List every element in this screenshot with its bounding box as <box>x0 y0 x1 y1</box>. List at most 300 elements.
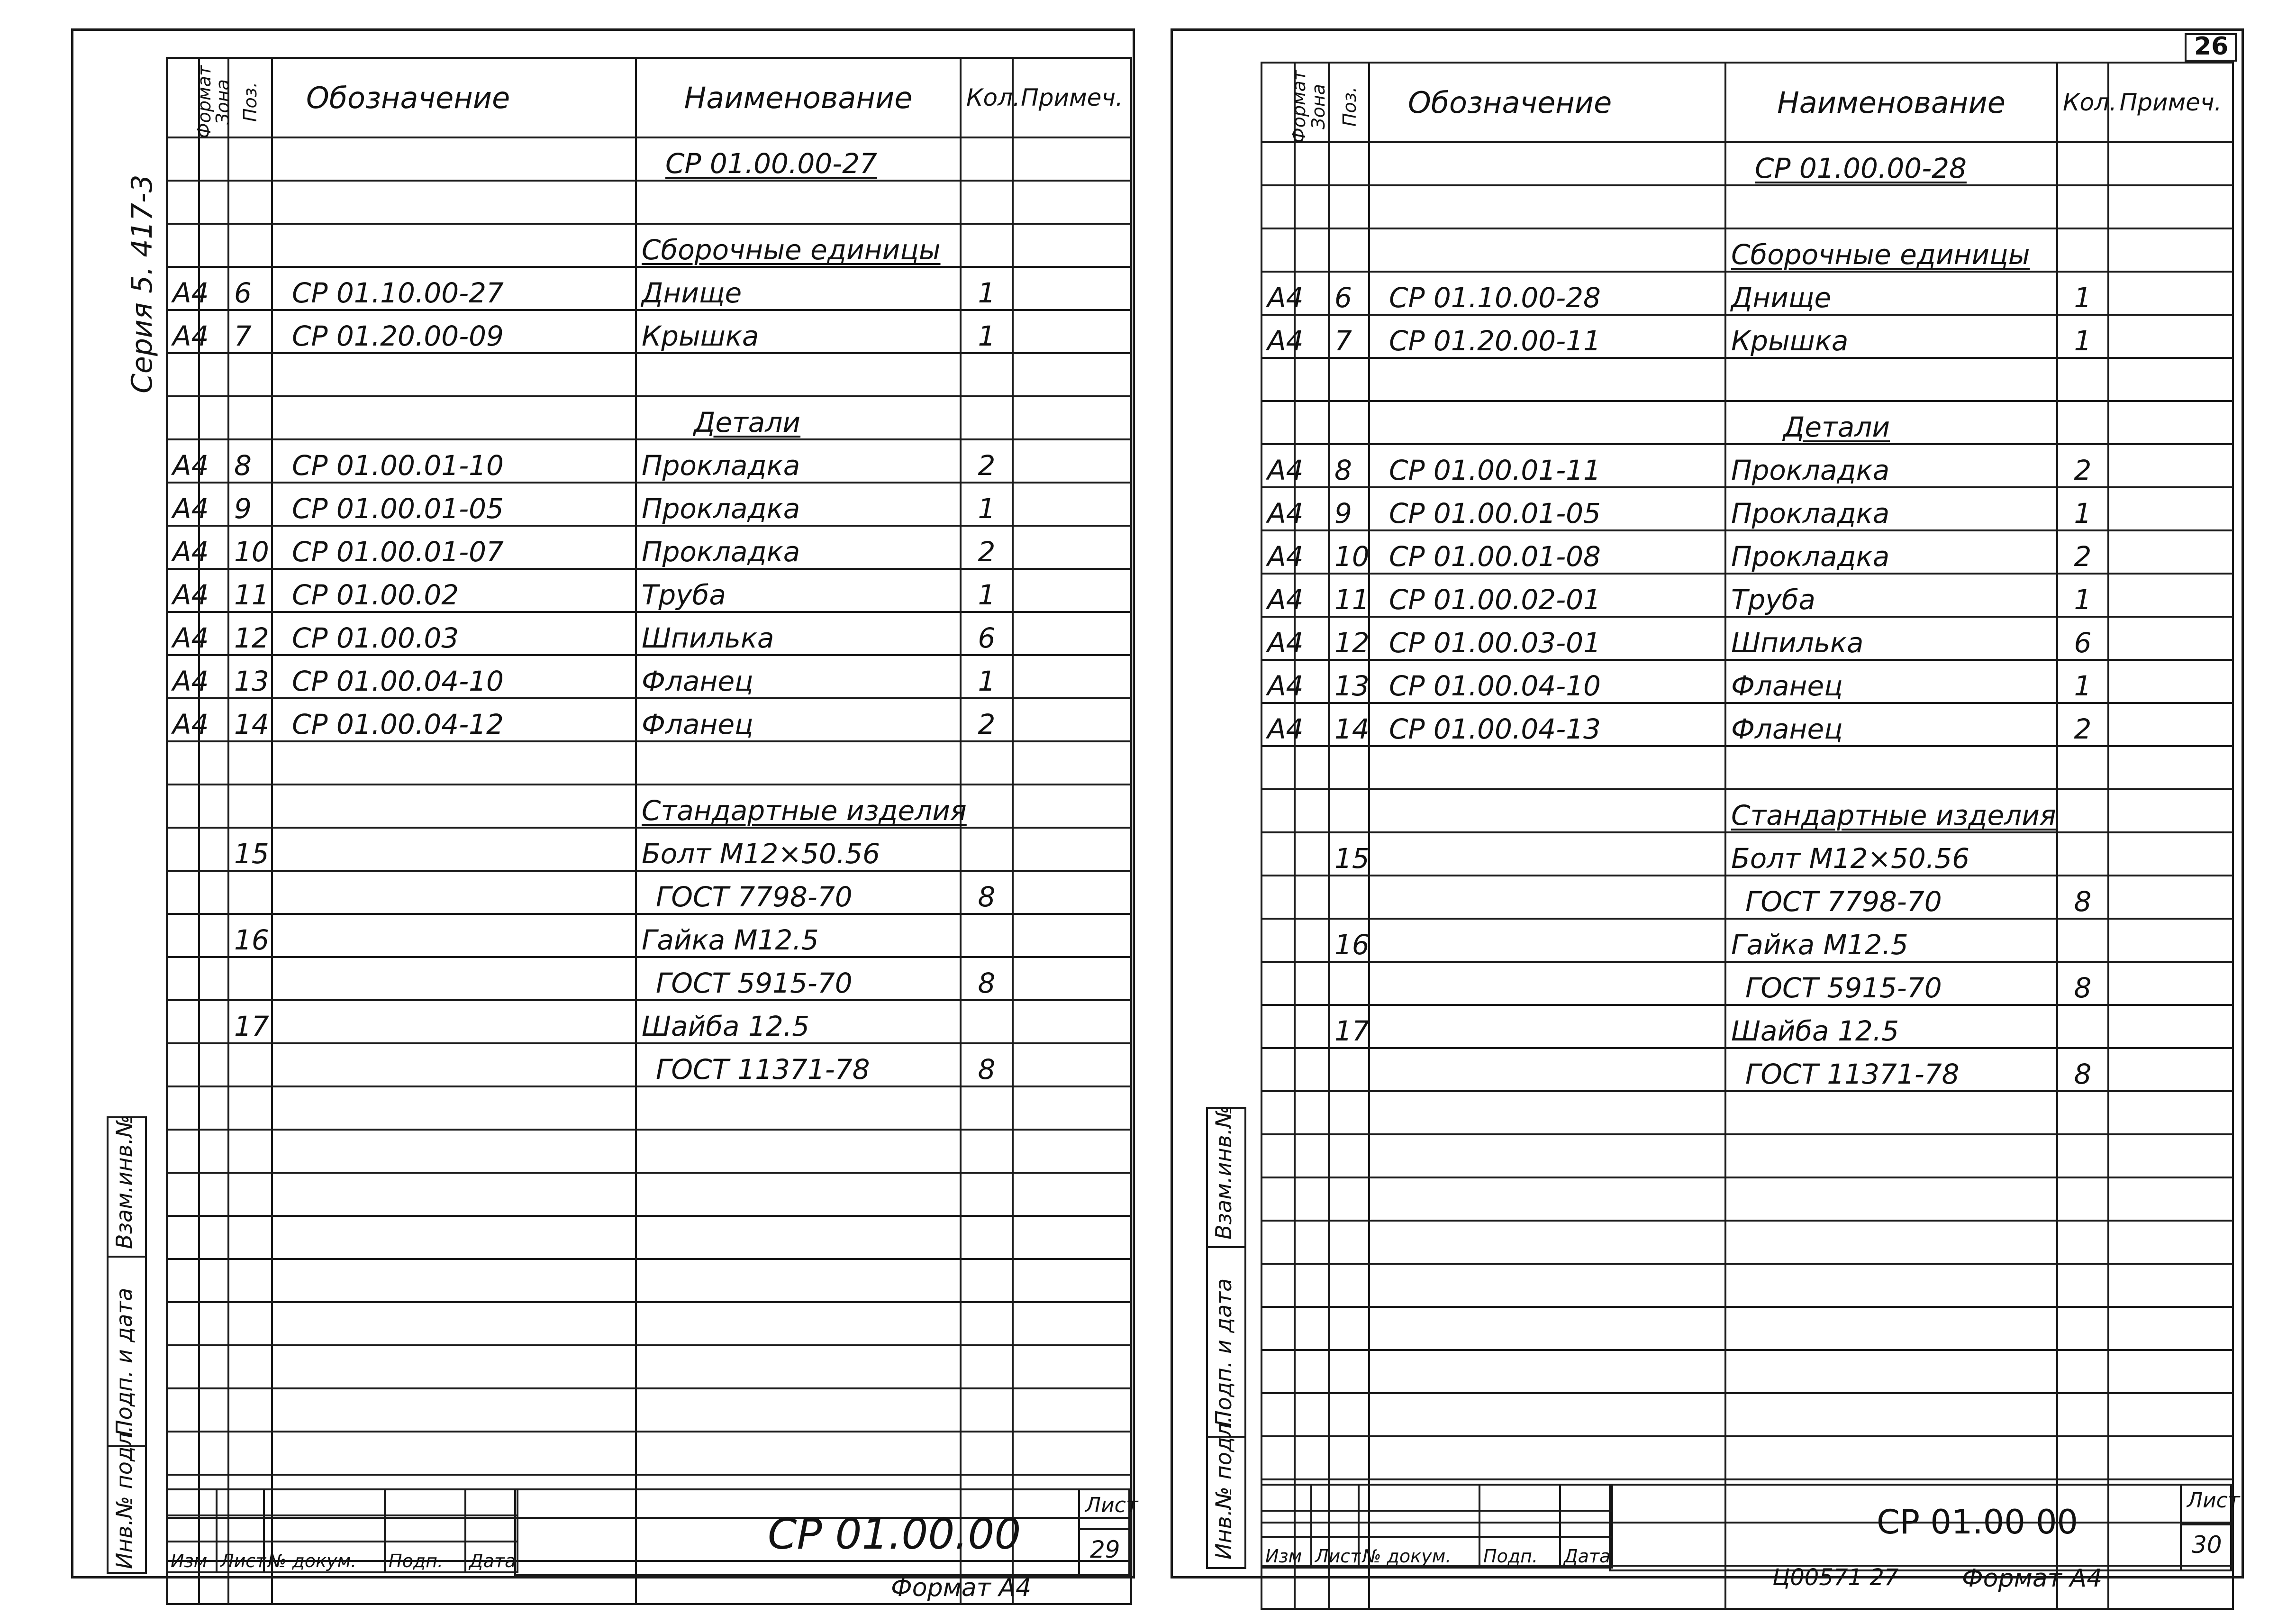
pos-cell <box>228 785 272 828</box>
left-format-label: Формат А4 <box>891 1574 1032 1602</box>
pos-cell <box>1329 1091 1369 1134</box>
designation-cell: СР 01.00.01-05 <box>1369 487 1725 530</box>
name-cell: Труба <box>1725 574 2057 617</box>
qty-cell: 1 <box>2057 272 2108 315</box>
note-cell <box>1013 1043 1131 1086</box>
name-cell <box>1725 1264 2057 1307</box>
name-cell <box>636 1216 961 1259</box>
pos-cell: 11 <box>228 569 272 612</box>
format-cell <box>1261 1005 1295 1048</box>
spec-row <box>1261 703 2233 746</box>
name-cell <box>636 1086 961 1130</box>
zone-cell <box>199 1216 228 1259</box>
qty-cell <box>961 353 1013 396</box>
left-sheet-number: 29 <box>1090 1536 1120 1563</box>
spec-row <box>1261 315 2233 358</box>
format-cell: А4 <box>1261 272 1295 315</box>
pos-cell <box>228 1259 272 1302</box>
pos-cell <box>228 1130 272 1173</box>
format-cell: А4 <box>1261 444 1295 487</box>
pos-cell <box>228 353 272 396</box>
name-cell: Прокладка <box>636 526 961 569</box>
note-cell <box>1013 569 1131 612</box>
pos-cell: 14 <box>1329 703 1369 746</box>
note-cell <box>2108 1436 2233 1479</box>
format-cell <box>1261 1134 1295 1177</box>
pos-cell: 11 <box>1329 574 1369 617</box>
spec-row <box>1261 789 2233 832</box>
zone-cell <box>1295 789 1329 832</box>
spec-row <box>167 698 1131 741</box>
format-cell <box>1261 1221 1295 1264</box>
designation-cell <box>272 1086 636 1130</box>
name-cell <box>1725 1091 2057 1134</box>
format-cell <box>1261 962 1295 1005</box>
name-cell <box>636 1388 961 1432</box>
header-pos: Поз. <box>239 82 261 122</box>
designation-cell <box>272 1388 636 1432</box>
name-cell: Детали <box>1725 401 2057 444</box>
note-cell <box>1013 957 1131 1000</box>
spec-row <box>167 137 1131 181</box>
name-cell <box>1725 1134 2057 1177</box>
spec-row <box>167 785 1131 828</box>
name-cell: Гайка М12.5 <box>1725 919 2057 962</box>
pos-cell <box>228 1086 272 1130</box>
pos-cell <box>1329 1177 1369 1221</box>
zone-cell <box>199 1302 228 1345</box>
designation-cell <box>272 914 636 957</box>
header-designation: Обозначение <box>272 58 636 137</box>
format-cell <box>167 1043 199 1086</box>
note-cell <box>1013 785 1131 828</box>
name-cell: Прокладка <box>1725 530 2057 574</box>
designation-cell <box>1369 1393 1725 1436</box>
zone-cell <box>199 914 228 957</box>
note-cell <box>2108 1393 2233 1436</box>
pos-cell: 6 <box>1329 272 1369 315</box>
pos-cell <box>1329 1436 1369 1479</box>
qty-cell <box>961 1086 1013 1130</box>
designation-cell: СР 01.10.00-27 <box>272 267 636 310</box>
qty-cell <box>961 1388 1013 1432</box>
designation-cell: СР 01.00.01-10 <box>272 439 636 483</box>
pos-cell <box>228 1302 272 1345</box>
format-cell: А4 <box>167 483 199 526</box>
qty-cell: 1 <box>961 569 1013 612</box>
name-cell: СР 01.00.00-27 <box>636 137 961 181</box>
note-cell <box>2108 530 2233 574</box>
note-cell <box>2108 876 2233 919</box>
note-cell <box>2108 444 2233 487</box>
spec-row <box>1261 228 2233 272</box>
note-cell <box>1013 353 1131 396</box>
header-note: Примеч. <box>1013 58 1131 137</box>
spec-row <box>1261 876 2233 919</box>
format-cell: А4 <box>1261 617 1295 660</box>
zone-cell <box>199 137 228 181</box>
designation-cell <box>272 957 636 1000</box>
designation-cell: СР 01.00.02 <box>272 569 636 612</box>
format-cell <box>167 828 199 871</box>
pos-cell <box>1329 401 1369 444</box>
qty-cell <box>2057 1091 2108 1134</box>
note-cell <box>1013 1259 1131 1302</box>
format-cell <box>1261 746 1295 789</box>
pos-cell: 7 <box>1329 315 1369 358</box>
zone-cell <box>199 396 228 439</box>
qty-cell <box>961 396 1013 439</box>
zone-cell <box>1295 746 1329 789</box>
header-qty: Кол. <box>961 58 1013 137</box>
zone-cell <box>1295 1264 1329 1307</box>
designation-cell <box>1369 962 1725 1005</box>
format-cell <box>167 396 199 439</box>
tb-ndokum: № докум. <box>1359 1537 1479 1568</box>
note-cell <box>1013 1302 1131 1345</box>
designation-cell <box>272 1000 636 1043</box>
qty-cell: 2 <box>961 439 1013 483</box>
note-cell <box>2108 315 2233 358</box>
qty-cell: 2 <box>961 526 1013 569</box>
pos-cell <box>1329 1307 1369 1350</box>
header-note: Примеч. <box>2108 63 2233 142</box>
zone-cell <box>199 957 228 1000</box>
header-pos: Поз. <box>1339 86 1361 127</box>
format-cell <box>167 1000 199 1043</box>
pos-cell <box>1329 1393 1369 1436</box>
format-cell <box>167 914 199 957</box>
format-cell <box>1261 1566 1295 1609</box>
right-sheet-number: 30 <box>2192 1531 2222 1559</box>
pos-cell: 16 <box>228 914 272 957</box>
pos-cell <box>228 1432 272 1475</box>
pos-cell: 9 <box>1329 487 1369 530</box>
name-cell: Шпилька <box>636 612 961 655</box>
name-cell: ГОСТ 11371-78 <box>1725 1048 2057 1091</box>
qty-cell <box>961 181 1013 224</box>
name-cell: Болт М12×50.56 <box>1725 832 2057 876</box>
qty-cell <box>2057 1436 2108 1479</box>
name-cell <box>1725 1221 2057 1264</box>
note-cell <box>1013 1216 1131 1259</box>
designation-cell <box>272 785 636 828</box>
qty-cell: 8 <box>2057 1048 2108 1091</box>
left-sheet-label: Лист <box>1085 1493 1138 1517</box>
spec-row <box>1261 401 2233 444</box>
note-cell <box>2108 1048 2233 1091</box>
spec-row <box>1261 1221 2233 1264</box>
name-cell: Днище <box>636 267 961 310</box>
right-vzam-label: Взам.инв.№ <box>1211 1105 1236 1240</box>
note-cell <box>2108 1091 2233 1134</box>
note-cell <box>1013 439 1131 483</box>
name-cell <box>636 181 961 224</box>
note-cell <box>1013 1388 1131 1432</box>
left-podp-data-label: Подп. и дата <box>111 1287 137 1436</box>
pos-cell <box>228 1173 272 1216</box>
spec-row <box>167 741 1131 785</box>
right-header-row <box>1261 63 2233 142</box>
format-cell <box>1261 228 1295 272</box>
qty-cell <box>2057 1307 2108 1350</box>
spec-row <box>1261 919 2233 962</box>
designation-cell <box>1369 746 1725 789</box>
pos-cell <box>228 741 272 785</box>
designation-cell <box>272 181 636 224</box>
pos-cell <box>1329 142 1369 185</box>
pos-cell <box>228 1216 272 1259</box>
note-cell <box>1013 181 1131 224</box>
zone-cell <box>199 1259 228 1302</box>
name-cell: Стандартные изделия <box>636 785 961 828</box>
spec-row <box>1261 444 2233 487</box>
pos-cell <box>228 1388 272 1432</box>
name-cell: Прокладка <box>1725 487 2057 530</box>
designation-cell <box>1369 1566 1725 1609</box>
qty-cell <box>961 741 1013 785</box>
qty-cell <box>961 914 1013 957</box>
qty-cell <box>2057 919 2108 962</box>
name-cell <box>1725 1350 2057 1393</box>
note-cell <box>1013 1000 1131 1043</box>
header-name: Наименование <box>636 58 961 137</box>
zone-cell <box>199 1043 228 1086</box>
spec-row <box>1261 1436 2233 1479</box>
format-cell <box>1261 1091 1295 1134</box>
zone-cell <box>199 1000 228 1043</box>
qty-cell: 2 <box>2057 703 2108 746</box>
archive-mark: Ц00571 27 <box>1772 1564 1899 1591</box>
qty-cell <box>961 137 1013 181</box>
left-doc-code: СР 01.00.00 <box>768 1510 1021 1559</box>
spec-row <box>1261 617 2233 660</box>
note-cell <box>1013 741 1131 785</box>
note-cell <box>1013 396 1131 439</box>
name-cell: Фланец <box>636 655 961 698</box>
spec-row <box>1261 530 2233 574</box>
zone-cell <box>1295 1091 1329 1134</box>
right-podp-data-label: Подп. и дата <box>1211 1278 1236 1427</box>
format-cell <box>167 957 199 1000</box>
designation-cell: СР 01.00.04-12 <box>272 698 636 741</box>
pos-cell: 10 <box>228 526 272 569</box>
spec-row <box>1261 1091 2233 1134</box>
qty-cell: 6 <box>961 612 1013 655</box>
designation-cell <box>272 1130 636 1173</box>
spec-row <box>167 957 1131 1000</box>
tb-ndokum: № докум. <box>264 1542 385 1572</box>
note-cell <box>2108 1221 2233 1264</box>
right-spec-table <box>1261 62 2234 1610</box>
format-cell <box>167 1086 199 1130</box>
tb-data: Дата <box>465 1542 517 1572</box>
pos-cell: 16 <box>1329 919 1369 962</box>
zone-cell <box>1295 185 1329 228</box>
pos-cell <box>1329 962 1369 1005</box>
spec-row <box>1261 1005 2233 1048</box>
spec-row <box>167 871 1131 914</box>
qty-cell <box>961 1259 1013 1302</box>
note-cell <box>2108 660 2233 703</box>
qty-cell <box>961 1432 1013 1475</box>
pos-cell: 17 <box>228 1000 272 1043</box>
format-cell <box>167 1259 199 1302</box>
name-cell <box>1725 185 2057 228</box>
name-cell: Стандартные изделия <box>1725 789 2057 832</box>
right-format-label: Формат А4 <box>1962 1564 2103 1593</box>
spec-row <box>167 914 1131 957</box>
format-cell: А4 <box>167 267 199 310</box>
name-cell: Сборочные единицы <box>1725 228 2057 272</box>
pos-cell <box>228 957 272 1000</box>
qty-cell <box>961 1000 1013 1043</box>
spec-row <box>167 828 1131 871</box>
name-cell: Труба <box>636 569 961 612</box>
pos-cell <box>1329 876 1369 919</box>
spec-row <box>167 1216 1131 1259</box>
designation-cell <box>272 1302 636 1345</box>
zone-cell <box>1295 142 1329 185</box>
spec-row <box>1261 142 2233 185</box>
name-cell: Болт М12×50.56 <box>636 828 961 871</box>
designation-cell <box>272 224 636 267</box>
qty-cell: 1 <box>961 310 1013 353</box>
format-cell: А4 <box>167 310 199 353</box>
designation-cell <box>1369 401 1725 444</box>
name-cell <box>1725 358 2057 401</box>
qty-cell <box>961 1345 1013 1388</box>
qty-cell <box>961 1130 1013 1173</box>
designation-cell <box>272 1043 636 1086</box>
designation-cell <box>1369 1221 1725 1264</box>
qty-cell <box>2057 1350 2108 1393</box>
spec-row <box>1261 1134 2233 1177</box>
designation-cell <box>1369 919 1725 962</box>
designation-cell <box>1369 1134 1725 1177</box>
series-label: Серия 5. 417-3 <box>126 174 159 393</box>
left-title-block-grid <box>166 1488 518 1573</box>
zone-cell <box>1295 1436 1329 1479</box>
name-cell: ГОСТ 5915-70 <box>636 957 961 1000</box>
note-cell <box>1013 483 1131 526</box>
tb-list: Лист <box>1311 1537 1359 1568</box>
name-cell: Шпилька <box>1725 617 2057 660</box>
designation-cell: СР 01.00.03 <box>272 612 636 655</box>
note-cell <box>2108 1350 2233 1393</box>
note-cell <box>2108 185 2233 228</box>
spec-row <box>1261 185 2233 228</box>
pos-cell <box>228 137 272 181</box>
spec-row <box>1261 962 2233 1005</box>
zone-cell <box>1295 1393 1329 1436</box>
pos-cell <box>1329 228 1369 272</box>
note-cell <box>1013 526 1131 569</box>
pos-cell: 14 <box>228 698 272 741</box>
zone-cell <box>199 1345 228 1388</box>
format-cell <box>167 1302 199 1345</box>
designation-cell <box>1369 185 1725 228</box>
pos-cell <box>1329 1221 1369 1264</box>
designation-cell: СР 01.00.04-10 <box>272 655 636 698</box>
qty-cell: 6 <box>2057 617 2108 660</box>
designation-cell <box>272 396 636 439</box>
zone-cell <box>1295 1307 1329 1350</box>
zone-cell <box>199 224 228 267</box>
designation-cell <box>272 1345 636 1388</box>
name-cell: Фланец <box>636 698 961 741</box>
tb-data: Дата <box>1560 1537 1612 1568</box>
qty-cell <box>961 828 1013 871</box>
format-cell <box>167 1130 199 1173</box>
qty-cell <box>2057 185 2108 228</box>
format-cell <box>167 224 199 267</box>
format-cell: А4 <box>1261 487 1295 530</box>
note-cell <box>2108 1005 2233 1048</box>
designation-cell <box>272 828 636 871</box>
header-zone: Зона <box>1307 83 1329 129</box>
pos-cell <box>228 1345 272 1388</box>
designation-cell <box>1369 228 1725 272</box>
format-cell: А4 <box>1261 703 1295 746</box>
designation-cell <box>1369 1091 1725 1134</box>
format-cell <box>1261 876 1295 919</box>
format-cell <box>1261 1177 1295 1221</box>
name-cell: СР 01.00.00-28 <box>1725 142 2057 185</box>
note-cell <box>1013 1086 1131 1130</box>
zone-cell <box>199 741 228 785</box>
zone-cell <box>1295 358 1329 401</box>
designation-cell: СР 01.00.04-10 <box>1369 660 1725 703</box>
designation-cell <box>272 137 636 181</box>
pos-cell: 6 <box>228 267 272 310</box>
note-cell <box>1013 655 1131 698</box>
note-cell <box>2108 1566 2233 1609</box>
note-cell <box>2108 789 2233 832</box>
name-cell: Детали <box>636 396 961 439</box>
designation-cell: СР 01.20.00-11 <box>1369 315 1725 358</box>
qty-cell <box>2057 142 2108 185</box>
name-cell: Гайка М12.5 <box>636 914 961 957</box>
spec-row <box>167 396 1131 439</box>
name-cell: ГОСТ 7798-70 <box>1725 876 2057 919</box>
name-cell: Сборочные единицы <box>636 224 961 267</box>
format-cell <box>167 1432 199 1475</box>
qty-cell <box>2057 1264 2108 1307</box>
pos-cell <box>228 871 272 914</box>
pos-cell <box>228 224 272 267</box>
format-cell <box>1261 1264 1295 1307</box>
designation-cell <box>1369 1048 1725 1091</box>
format-cell <box>1261 185 1295 228</box>
pos-cell <box>1329 1350 1369 1393</box>
note-cell <box>2108 703 2233 746</box>
qty-cell: 1 <box>2057 660 2108 703</box>
designation-cell: СР 01.20.00-09 <box>272 310 636 353</box>
spec-row <box>167 310 1131 353</box>
designation-cell: СР 01.00.01-05 <box>272 483 636 526</box>
zone-cell <box>199 181 228 224</box>
spec-row <box>167 1000 1131 1043</box>
format-cell <box>1261 1350 1295 1393</box>
spec-row <box>167 224 1131 267</box>
note-cell <box>1013 1173 1131 1216</box>
spec-row <box>167 1302 1131 1345</box>
format-cell: А4 <box>1261 530 1295 574</box>
qty-cell: 1 <box>961 655 1013 698</box>
pos-cell: 15 <box>1329 832 1369 876</box>
spec-row <box>167 569 1131 612</box>
